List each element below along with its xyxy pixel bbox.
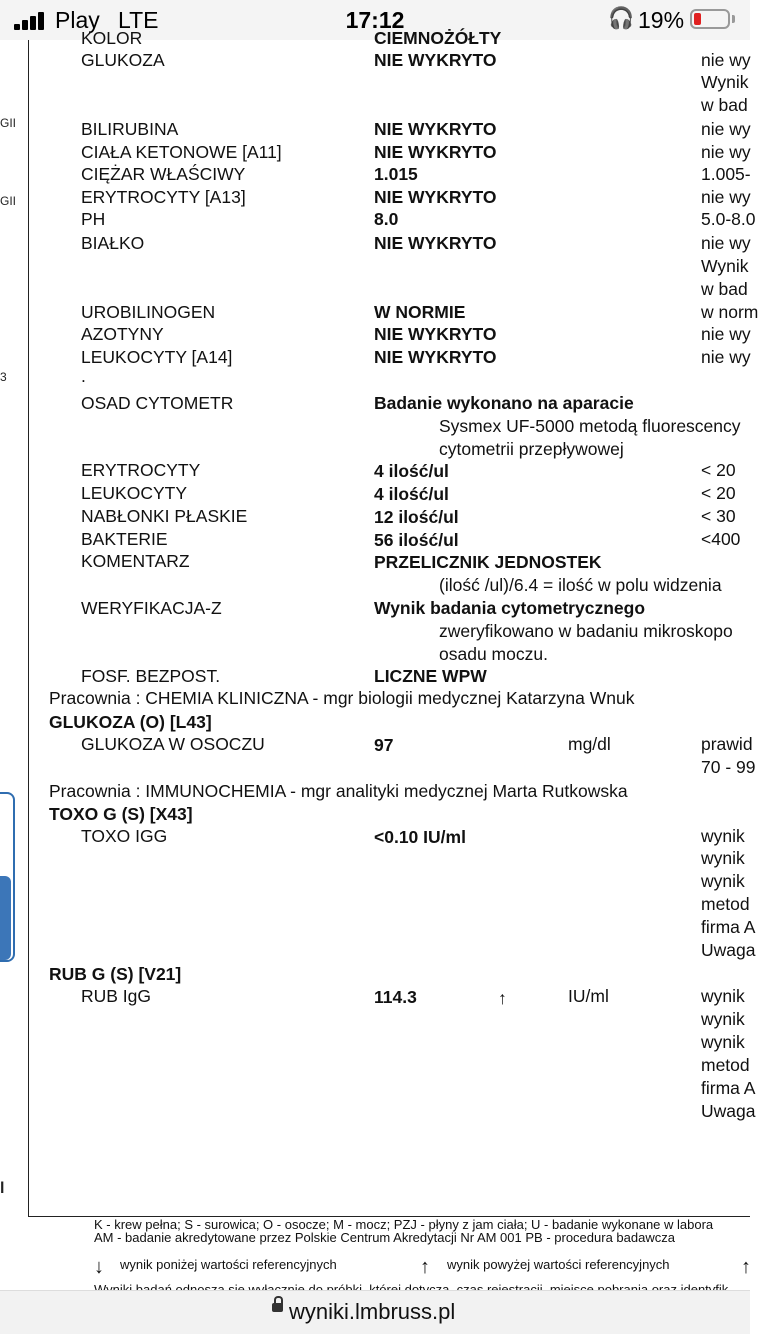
test-name: ERYTROCYTY [A13] bbox=[81, 187, 246, 207]
test-value: NIE WYKRYTO bbox=[374, 50, 497, 70]
test-ref: w norm bbox=[701, 302, 758, 322]
test-name: LEUKOCYTY bbox=[81, 483, 187, 503]
strip-label: 3 bbox=[0, 370, 7, 384]
test-unit: mg/dl bbox=[568, 734, 611, 754]
test-ref: < 30 bbox=[701, 506, 736, 526]
test-ref: nie wy bbox=[701, 119, 751, 139]
test-ref: nie wy bbox=[701, 187, 751, 207]
test-value: <0.10 IU/ml bbox=[374, 827, 466, 847]
test-name: KOMENTARZ bbox=[81, 551, 190, 571]
test-ref: < 20 bbox=[701, 460, 736, 480]
test-name: PH bbox=[81, 209, 106, 229]
test-ref: <400 bbox=[701, 529, 741, 549]
test-value: 12 ilość/ul bbox=[374, 507, 459, 527]
lab-header: Pracownia : CHEMIA KLINICZNA - mgr biologii medycznej Katarzyna Wnuk bbox=[49, 688, 635, 708]
page-border bbox=[28, 40, 29, 1216]
test-name: CIAŁA KETONOWE [A11] bbox=[81, 142, 282, 162]
test-ref: nie wy bbox=[701, 324, 751, 344]
test-value: 8.0 bbox=[374, 209, 399, 229]
battery-tip bbox=[732, 15, 735, 23]
test-name: FOSF. BEZPOST. bbox=[81, 666, 221, 686]
test-ref: wynik bbox=[701, 1032, 745, 1052]
test-name: BAKTERIE bbox=[81, 529, 168, 549]
test-value: W NORMIE bbox=[374, 302, 466, 322]
test-ref: metod bbox=[701, 1055, 750, 1075]
test-value: NIE WYKRYTO bbox=[374, 324, 497, 344]
test-value: NIE WYKRYTO bbox=[374, 142, 497, 162]
test-desc: cytometrii przepływowej bbox=[439, 439, 624, 459]
test-ref: wynik bbox=[701, 986, 745, 1006]
test-ref: firma A bbox=[701, 917, 756, 937]
cut-row-value: CIEMNOŻÓŁTY bbox=[374, 28, 502, 48]
headphones-icon: 🎧 bbox=[608, 7, 635, 30]
test-ref: Uwaga bbox=[701, 940, 756, 960]
network-type: LTE bbox=[118, 7, 159, 33]
test-group-header: RUB G (S) [V21] bbox=[49, 964, 182, 984]
arrow-up-icon: ↑ bbox=[420, 1256, 430, 1278]
test-ref: wynik bbox=[701, 1009, 745, 1029]
test-value: NIE WYKRYTO bbox=[374, 233, 497, 253]
test-value: NIE WYKRYTO bbox=[374, 187, 497, 207]
browser-url-bar[interactable] bbox=[0, 1290, 750, 1334]
test-name: TOXO IGG bbox=[81, 826, 168, 846]
test-unit: IU/ml bbox=[568, 986, 609, 1006]
test-value: 114.3 bbox=[374, 987, 417, 1007]
test-ref: firma A bbox=[701, 1078, 756, 1098]
test-ref: < 20 bbox=[701, 483, 736, 503]
arrow-down-icon: ↓ bbox=[94, 1256, 104, 1278]
lab-results-document[interactable] bbox=[0, 28, 758, 1290]
test-ref: nie wy bbox=[701, 347, 751, 367]
separator-dot: . bbox=[81, 366, 86, 386]
test-value: 4 ilość/ul bbox=[374, 461, 449, 481]
test-ref: Wynik bbox=[701, 256, 749, 276]
footer-legend: AM - badanie akredytowane przez Polskie Centrum Akredytacji Nr AM 001 PB - procedura badawcza bbox=[94, 1230, 675, 1245]
test-value: 1.015 bbox=[374, 164, 418, 184]
test-name: GLUKOZA bbox=[81, 50, 165, 70]
arrow-up-icon: ↑ bbox=[741, 1256, 751, 1278]
strip-label: GII bbox=[0, 194, 17, 208]
test-desc: Sysmex UF-5000 metodą fluorescency bbox=[439, 416, 741, 436]
test-ref: wynik bbox=[701, 871, 745, 891]
test-ref: nie wy bbox=[701, 142, 751, 162]
clock: 17:12 bbox=[345, 7, 405, 33]
legend-below-label: wynik poniżej wartości referencyjnych bbox=[120, 1257, 337, 1272]
test-ref: wynik bbox=[701, 848, 745, 868]
test-ref: 1.005- bbox=[701, 164, 751, 184]
test-desc: osadu moczu. bbox=[439, 644, 548, 664]
test-group-header: GLUKOZA (O) [L43] bbox=[49, 712, 212, 732]
legend-above-label: wynik powyżej wartości referencyjnych bbox=[447, 1257, 670, 1272]
previous-page-strip bbox=[0, 40, 28, 1290]
test-name: BILIRUBINA bbox=[81, 119, 179, 139]
test-name: NABŁONKI PŁASKIE bbox=[81, 506, 248, 526]
test-name: GLUKOZA W OSOCZU bbox=[81, 734, 265, 754]
test-ref: Uwaga bbox=[701, 1101, 756, 1121]
test-value: Wynik badania cytometrycznego bbox=[374, 598, 646, 618]
strip-box-fill bbox=[0, 876, 11, 960]
test-group-header: TOXO G (S) [X43] bbox=[49, 804, 193, 824]
test-value: 4 ilość/ul bbox=[374, 484, 449, 504]
test-name: BIAŁKO bbox=[81, 233, 145, 253]
test-ref: Wynik bbox=[701, 72, 749, 92]
test-ref: metod bbox=[701, 894, 750, 914]
test-name: LEUKOCYTY [A14] bbox=[81, 347, 233, 367]
test-ref: 5.0-8.0 bbox=[701, 209, 756, 229]
test-name: UROBILINOGEN bbox=[81, 302, 216, 322]
lock-icon bbox=[272, 1303, 283, 1312]
test-value: NIE WYKRYTO bbox=[374, 347, 497, 367]
test-desc: zweryfikowano w badaniu mikroskopo bbox=[439, 621, 733, 641]
battery-percent: 19% bbox=[638, 7, 685, 33]
strip-label: GII bbox=[0, 116, 17, 130]
strip-label: l bbox=[0, 1180, 5, 1197]
test-name: OSAD CYTOMETR bbox=[81, 393, 234, 413]
test-ref: 70 - 99 bbox=[701, 757, 756, 777]
test-value: Badanie wykonano na aparacie bbox=[374, 393, 634, 413]
url-text[interactable]: wyniki.lmbruss.pl bbox=[289, 1299, 456, 1324]
test-value: 56 ilość/ul bbox=[374, 530, 459, 550]
test-ref: nie wy bbox=[701, 233, 751, 253]
test-ref: w bad bbox=[701, 279, 748, 299]
lab-header: Pracownia : IMMUNOCHEMIA - mgr analityki medycznej Marta Rutkowska bbox=[49, 781, 628, 801]
test-ref: nie wy bbox=[701, 50, 751, 70]
footer-legend: K - krew pełna; S - surowica; O - osocze; M - mocz; PZJ - płyny z jam ciała; U - badanie wykonane w labora bbox=[94, 1217, 714, 1232]
cut-row-name: KOLOR bbox=[81, 28, 143, 48]
test-value: 97 bbox=[374, 735, 394, 755]
test-value: PRZELICZNIK JEDNOSTEK bbox=[374, 552, 602, 572]
battery-icon bbox=[690, 9, 730, 29]
test-desc: (ilość /ul)/6.4 = ilość w polu widzenia bbox=[439, 575, 722, 595]
arrow-up-icon: ↑ bbox=[498, 988, 507, 1008]
test-value: NIE WYKRYTO bbox=[374, 119, 497, 139]
test-ref: w bad bbox=[701, 95, 748, 115]
test-name: AZOTYNY bbox=[81, 324, 164, 344]
test-name: RUB IgG bbox=[81, 986, 152, 1006]
test-ref: wynik bbox=[701, 826, 745, 846]
test-ref: prawid bbox=[701, 734, 753, 754]
carrier-name: Play bbox=[55, 7, 100, 33]
test-name: CIĘŻAR WŁAŚCIWY bbox=[81, 164, 246, 184]
test-name: WERYFIKACJA-Z bbox=[81, 598, 222, 618]
test-value: LICZNE WPW bbox=[374, 666, 487, 686]
test-name: ERYTROCYTY bbox=[81, 460, 201, 480]
